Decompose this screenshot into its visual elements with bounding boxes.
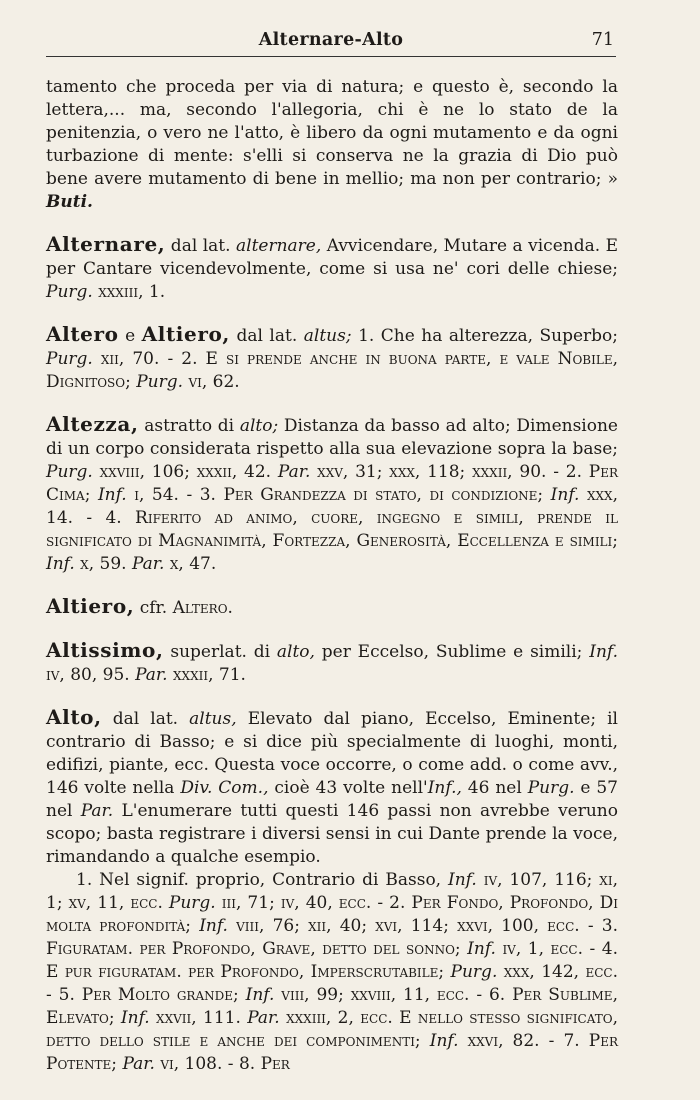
ref-loc: xxx, 14. - 4. Riferito ad animo, cuore, ingegno e simili, prende il significato di Magnanimità, Fortezza, Generosità, Eccellenza e simili;	[46, 485, 618, 551]
entry-alto-senses	[46, 869, 618, 1076]
entry-text: dal lat.	[165, 236, 236, 256]
ref-work: Par.	[247, 1008, 280, 1028]
ref-work: Inf.	[589, 642, 618, 662]
ref-work: Inf.	[46, 554, 75, 574]
entry-text: cfr.	[134, 598, 173, 618]
entry-alto	[46, 706, 618, 869]
entry-text: L'enumerare tutti questi 146 passi non avrebbe veruno scopo; basta registrare i diversi sensi in cui Dante prende la voce, rimandando a qualche esempio.	[46, 801, 618, 867]
ref-work: Inf.	[448, 870, 477, 890]
sense-text: 1. Nel signif. proprio, Contrario di Basso,	[76, 870, 449, 890]
ref-loc: xxvi, 82. - 7. Per Potente;	[46, 1031, 618, 1074]
entry-text: Distanza da basso ad alto; Dimensione di un corpo considerata rispetto alla sua elevazione sopra la base;	[46, 416, 618, 459]
headword: Alternare,	[46, 232, 166, 256]
entry-text: dal lat.	[229, 326, 304, 346]
headword: Altissimo,	[46, 638, 164, 662]
ref-loc: xxxii, 71.	[167, 665, 246, 685]
ref-loc: iv, 1, ecc. - 4. E pur figuratam. per Profondo, Imperscrutabile;	[46, 939, 618, 982]
headword: Altiero,	[141, 322, 230, 346]
ref-loc: iv, 80, 95.	[46, 665, 136, 685]
headword: Alto,	[46, 705, 102, 729]
entry-text: dal lat.	[101, 709, 190, 729]
ref-loc: xxxiii, 2, ecc. E nello stesso significato, detto dello stile e anche dei componimenti;	[46, 1008, 618, 1051]
page-header	[46, 30, 616, 57]
latin-etymon: altus;	[303, 326, 352, 346]
latin-etymon: altus,	[189, 709, 237, 729]
latin-etymon: alternare,	[236, 236, 322, 256]
page-number: 71	[591, 30, 614, 50]
ref-loc: xxvii, 111.	[149, 1008, 248, 1028]
entry-text: e 57 nel	[46, 778, 618, 821]
entry-altero	[46, 323, 618, 394]
citation-author: Buti.	[46, 192, 93, 212]
ref-work: Par.	[135, 665, 168, 685]
ref-work: Par.	[122, 1054, 155, 1074]
page-body	[46, 76, 618, 1076]
entry-continuation	[46, 76, 618, 214]
entry-text: 46 nel	[461, 778, 528, 798]
ref-work: Inf.	[97, 485, 127, 505]
ref-work: Inf.	[429, 1031, 459, 1051]
entry-text: cioè 43 volte nell'	[268, 778, 428, 798]
cross-word: alto,	[276, 642, 315, 662]
ref-work: Purg.	[46, 349, 93, 369]
entry-text: per Eccelso, Sublime e simili;	[314, 642, 590, 662]
ref-loc: xxx, 142, ecc. - 5. Per Molto grande;	[46, 962, 618, 1005]
ref-work: Par.	[80, 801, 114, 821]
ref-work: Inf.	[199, 916, 228, 936]
ref-work: Purg.	[136, 372, 184, 392]
ref-work: Par.	[131, 554, 165, 574]
continuation-text: tamento che proceda per via di natura; e questo è, secondo la lettera,... ma, secondo l'allegoria, chi è ne lo stato de la penitenzia, o vero ne l'atto, è libero da ogni mutamento e da ogni turbazione di mente: s'elli si conserva ne la grazia di Dio può bene avere mutamento di bene in mellio; ma non per contrario; »	[46, 77, 618, 189]
ref-loc: viii, 76; xii, 40; xvi, 114; xxvi, 100, ecc. - 3. Figuratam. per Profondo, Grave, detto del sonno;	[46, 916, 618, 959]
ref-loc: xxxiii, 1.	[92, 282, 166, 302]
ref-work: Purg.	[527, 778, 575, 798]
ref-work: Purg.	[450, 962, 498, 982]
ref-work: Inf.	[245, 985, 275, 1005]
ref-loc: i, 54. - 3. Per Grandezza di stato, di condizione;	[126, 485, 551, 505]
ref-work: Inf.	[467, 939, 496, 959]
entry-altezza	[46, 413, 618, 576]
ref-work: Purg.	[46, 282, 93, 302]
ref-loc: xii, 70. - 2. E si prende anche in buona parte, e vale Nobile, Dignitoso;	[46, 349, 618, 392]
ref-loc: xxv, 31; xxx, 118; xxxii, 90. - 2. Per Cima;	[46, 462, 618, 505]
ref-work: Inf.	[120, 1008, 150, 1028]
headword: Altezza,	[46, 412, 139, 436]
entry-text: superlat. di	[163, 642, 277, 662]
entry-text: Elevato dal piano, Eccelso, Eminente; il contrario di Basso; e si dice più specialmente di luoghi, monti, edifizi, piante, ecc. Questa voce occorre, o come add. o come avv., 146 volte nella	[46, 709, 618, 798]
entry-altiero	[46, 595, 618, 620]
ref-loc: vi, 62.	[183, 372, 240, 392]
entry-text: 1. Che ha alterezza, Superbo;	[351, 326, 619, 346]
cross-word: alto;	[239, 416, 279, 436]
ref-work: Par.	[277, 462, 311, 482]
ref-loc: x, 59.	[74, 554, 132, 574]
entry-text: e	[118, 326, 142, 346]
entry-text: Avvicendare, Mutare a vicenda. E per Cantare vicendevolmente, come si usa ne' cori delle chiese;	[46, 236, 618, 279]
entry-text: astratto di	[138, 416, 240, 436]
ref-work: Div. Com.,	[180, 778, 269, 798]
ref-loc: iv, 107, 116; xi, 1; xv, 11, ecc.	[46, 870, 618, 913]
running-head: Alternare-Alto	[258, 30, 404, 50]
ref-loc: iii, 71; iv, 40, ecc. - 2. Per Fondo, Profondo, Di molta profondità;	[46, 893, 618, 936]
cross-reference: Altero.	[172, 598, 233, 618]
entry-altissimo	[46, 639, 618, 687]
ref-loc: xxviii, 106; xxxii, 42.	[92, 462, 278, 482]
ref-work: Purg.	[46, 462, 93, 482]
ref-loc: viii, 99; xxviii, 11, ecc. - 6. Per Sublime, Elevato;	[46, 985, 618, 1028]
ref-work: Inf.,	[427, 778, 462, 798]
ref-work: Purg.	[168, 893, 216, 913]
headword: Altiero,	[46, 594, 135, 618]
headword: Altero	[46, 322, 119, 346]
ref-loc: x, 47.	[164, 554, 217, 574]
ref-loc: vi, 108. - 8. Per	[154, 1054, 290, 1074]
entry-alternare	[46, 233, 618, 304]
ref-work: Inf.	[550, 485, 580, 505]
